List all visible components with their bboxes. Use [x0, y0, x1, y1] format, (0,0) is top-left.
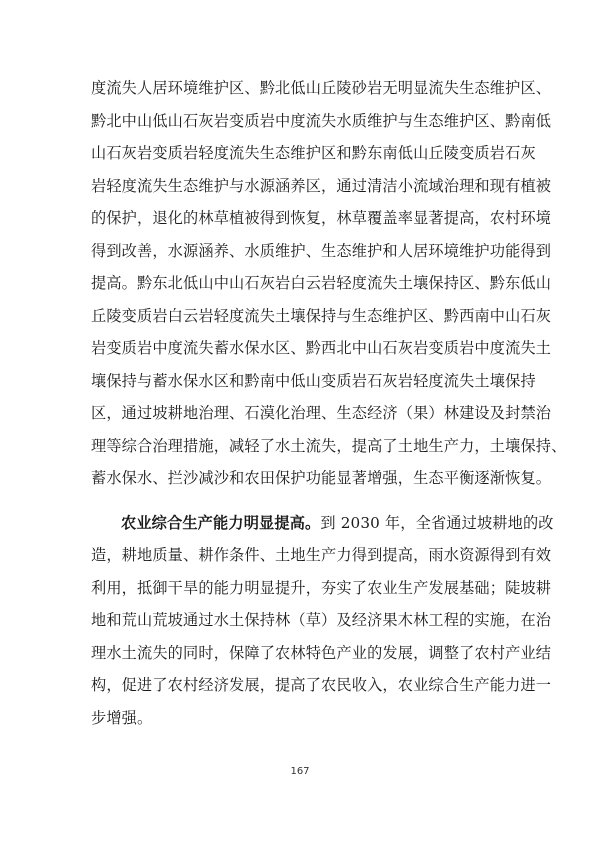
text-line: 理水土流失的同时，保障了农林特色产业的发展，调整了农村产业结: [91, 643, 552, 662]
text-line: 地和荒山荒坡通过水土保持林（草）及经济果木林工程的实施，在治: [91, 611, 552, 629]
text-line: 岩变质岩中度流失蓄水保水区、黔西北中山石灰岩变质岩中度流失土: [91, 339, 552, 357]
paragraph-agricultural-capacity: [91, 507, 554, 735]
text-line: 的保护，退化的林草植被得到恢复，林草覆盖率显著提高，农村环境: [91, 209, 552, 227]
text-line: 理等综合治理措施，减轻了水土流失，提高了土地生产力，土壤保持、: [91, 436, 567, 455]
page-number: 167: [290, 766, 310, 777]
paragraph-ecological-function: [91, 72, 567, 495]
text-line: 得到改善，水源涵养、水质维护、生态维护和人居环境维护功能得到: [91, 241, 552, 260]
text-line: 步增强。: [91, 708, 153, 727]
paragraph-first-line: [91, 507, 554, 540]
text-line: 构，促进了农村经济发展，提高了农民收入，农业综合生产能力进一: [91, 676, 552, 694]
text-line: 造，耕地质量、耕作条件、土地生产力得到提高，雨水资源得到有效: [91, 546, 552, 564]
text-line: 黔北中山低山石灰岩变质岩中度流失水质维护与生态维护区、黔南低: [91, 111, 552, 130]
text-line: 区，通过坡耕地治理、石漠化治理、生态经济（果）林建设及封禁治: [91, 404, 552, 422]
paragraph-gap: [91, 495, 515, 507]
text-line: 丘陵变质岩白云岩轻度流失土壤保持与生态维护区、黔西南中山石灰: [91, 306, 552, 325]
text-line: 壤保持与蓄水保水区和黔南中低山变质岩石灰岩轻度流失土壤保持: [91, 371, 536, 390]
text-line: 蓄水保水、拦沙减沙和农田保护功能显著增强，生态平衡逐渐恢复。: [91, 469, 552, 487]
paragraph-heading: 农业综合生产能力明显提高。: [121, 513, 321, 532]
text-line: 岩轻度流失生态维护与水源涵养区，通过清洁小流域治理和现有植被: [91, 176, 552, 195]
paragraph-first-line-text: 到 2030 年，全省通过坡耕地的改: [320, 513, 554, 532]
text-line: 提高。黔东北低山中山石灰岩白云岩轻度流失土壤保持区、黔东低山: [91, 274, 552, 292]
body-text: [91, 72, 567, 734]
text-line: 山石灰岩变质岩轻度流失生态维护区和黔东南低山丘陵变质岩石灰: [91, 144, 536, 162]
text-line: 利用，抵御干旱的能力明显提升，夯实了农业生产发展基础；陡坡耕: [91, 578, 552, 597]
text-line: 度流失人居环境维护区、黔北低山丘陵砂岩无明显流失生态维护区、: [91, 79, 552, 97]
